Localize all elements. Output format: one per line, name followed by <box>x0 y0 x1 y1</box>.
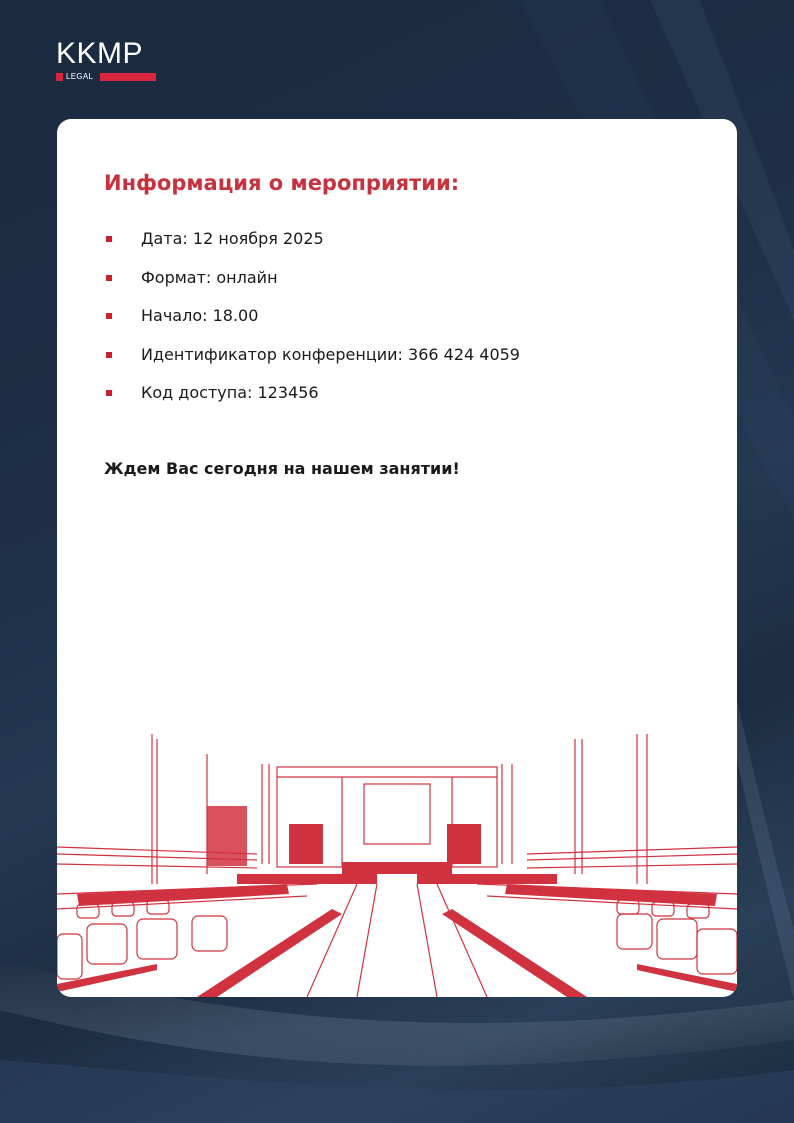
invitation-text: Ждем Вас сегодня на нашем занятии! <box>104 459 460 478</box>
event-info-card <box>57 119 737 997</box>
event-date: Дата: 12 ноября 2025 <box>141 229 324 248</box>
bullet-icon <box>106 313 112 319</box>
event-start-time: Начало: 18.00 <box>141 306 259 325</box>
logo-subtitle: LEGAL <box>66 72 94 81</box>
list-item-conference-id <box>104 343 520 382</box>
event-info-title: Информация о мероприятии: <box>104 171 460 195</box>
list-item-access-code <box>104 381 520 420</box>
courtroom-sketch-icon <box>57 734 737 997</box>
conference-id: Идентификатор конференции: 366 424 4059 <box>141 344 520 364</box>
bullet-icon <box>106 390 112 396</box>
event-details-list <box>104 227 520 420</box>
list-item-start <box>104 304 520 343</box>
logo-accent-bar-right <box>100 73 156 81</box>
list-item-format <box>104 266 520 305</box>
bullet-icon <box>106 352 112 358</box>
logo-wordmark: KKMP <box>56 37 144 70</box>
list-item-date <box>104 227 520 266</box>
bullet-icon <box>106 236 112 242</box>
logo-accent-bar-left <box>56 73 63 81</box>
bullet-icon <box>106 275 112 281</box>
event-format: Формат: онлайн <box>141 267 278 287</box>
access-code: Код доступа: 123456 <box>141 383 319 402</box>
kkmp-logo <box>56 38 160 84</box>
